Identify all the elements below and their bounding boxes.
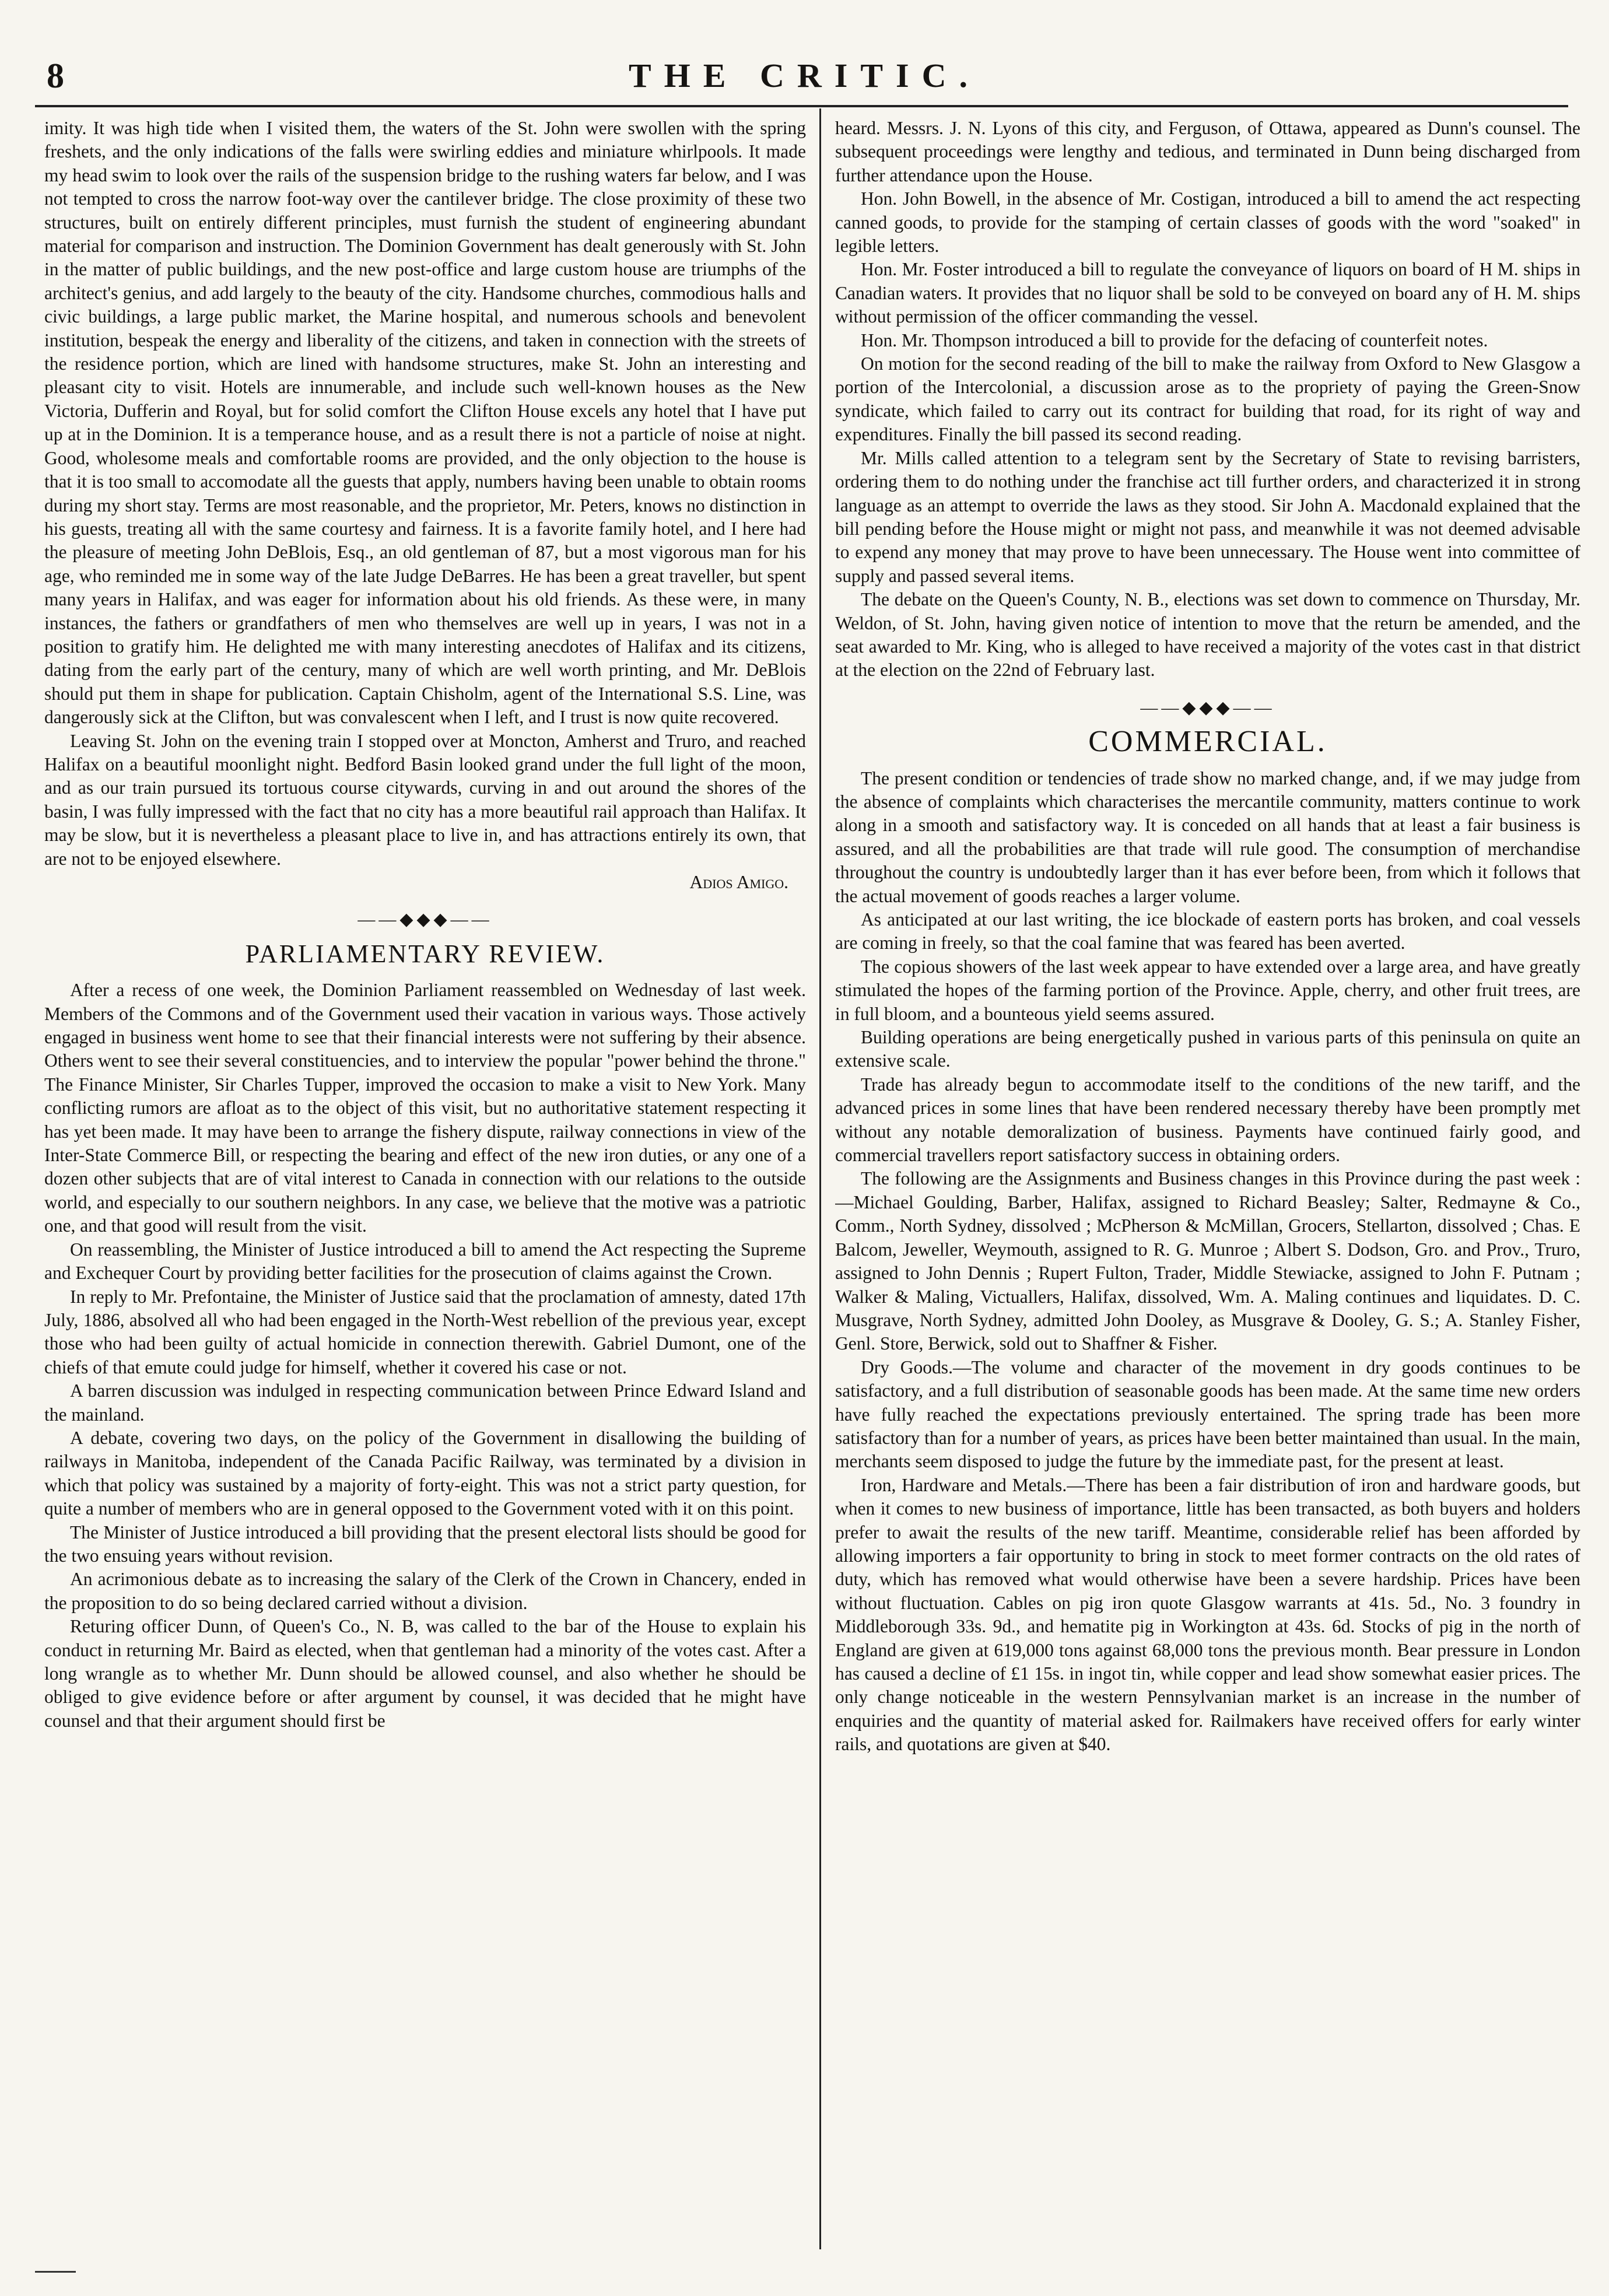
header-rule: [35, 105, 1568, 107]
article-paragraph: Hon. John Bowell, in the absence of Mr. Costigan, introduced a bill to amend the act respecting canned goods, to provide for the stamping of certain classes of goods with the word "soaked" in legible letters.: [835, 188, 1580, 257]
article-paragraph: On motion for the second reading of the bill to make the railway from Oxford to New Glasgow a portion of the Intercolonial, a discussion arose as to the propriety of paying the Green-Snow syndicate, which failed to carry out its contract for building that road, for its right of way and expenditures. Finally the bill passed its second reading.: [835, 353, 1580, 445]
section-heading-commercial: COMMERCIAL.: [1088, 725, 1327, 759]
article-paragraph: heard. Messrs. J. N. Lyons of this city, and Ferguson, of Ottawa, appeared as Dunn's counsel. The subsequent proceedings were lengthy and tedious, and terminated in Dunn being discharged from further attendance upon the House.: [835, 118, 1580, 185]
masthead-title: THE CRITIC.: [629, 57, 980, 94]
article-paragraph: A debate, covering two days, on the policy of the Government in disallowing the building of railways in Manitoba, independent of the Canada Pacific Railway, was terminated by a division in which that policy was sustained by a majority of forty-eight. This was not a strict party question, for quite a number of members who are in general opposed to the Government voted with it on this point.: [44, 1427, 806, 1519]
article-paragraph: The copious showers of the last week appear to have extended over a large area, and have greatly stimulated the hopes of the farming portion of the Province. Apple, cherry, and other fruit trees, are in full bloom, and a bounteous yield seems assured.: [835, 956, 1580, 1024]
article-paragraph: As anticipated at our last writing, the ice blockade of eastern ports has broken, and coal vessels are coming in freely, so that the coal famine that was feared has been averted.: [835, 909, 1580, 954]
article-paragraph: An acrimonious debate as to increasing the salary of the Clerk of the Crown in Chancery, ended in the proposition to do so being declared carried without a division.: [44, 1569, 806, 1613]
column-divider: [819, 108, 821, 2249]
article-paragraph: Trade has already begun to accommodate itself to the conditions of the new tariff, and the advanced prices in some lines that have been rendered necessary thereby have been promptly met without any notable demoralization of business. Payments have continued fairly good, and commercial travellers report satisfactory success in obtaining orders.: [835, 1074, 1580, 1166]
article-paragraph: Leaving St. John on the evening train I stopped over at Moncton, Amherst and Truro, and reached Halifax on a beautiful moonlight night. Bedford Basin looked grand under the full light of the moon, and as our train pursued its tortuous course citywards, curving in and out around the shores of the basin, I was fully impressed with the fact that no city has a more beautiful rail approach than Halifax. It may be slow, but it is nevertheless a pleasant place to live in, and has attractions entirely its own, that are not to be enjoyed elsewhere.: [44, 730, 806, 869]
page-number: 8: [47, 57, 64, 95]
article-paragraph: The present condition or tendencies of trade show no marked change, and, if we may judge from the absence of complaints which characterises the mercantile community, matters continue to work along in a smooth and satisfactory way. It is conceded on all hands that at least a fair business is assured, and all the probabilities are that trade will rule good. The consumption of merchandise throughout the country is undoubtedly larger than it has ever before been, from which it follows that the actual movement of goods reaches a larger volume.: [835, 767, 1580, 906]
section-heading-parliamentary: PARLIAMENTARY REVIEW.: [245, 939, 605, 968]
article-paragraph: Iron, Hardware and Metals.—There has been a fair distribution of iron and hardware goods, but when it comes to new business of importance, little has been transacted, as both buyers and holders prefer to await the results of the new tariff. Meantime, considerable relief has been afforded by allowing importers a fair opportunity to bring in stock to meet former contracts on the old rates of duty, which has removed what would otherwise have been a severe hardship. Prices have been without fluctuation. Cables on pig iron quote Glasgow warrants at 41s. 5d., No. 3 foundry in Middleborough 33s. 9d., and hematite pig in Workington at 43s. 6d. Stocks of pig in the north of England are given at 619,000 tons against 68,000 tons the previous month. Bear pressure in London has caused a decline of £1 15s. in ingot tin, while copper and lead show somewhat easier prices. The only change noticeable in the western Pennsylvanian market is an increase in the number of enquiries and the quantity of material asked for. Railmakers have received offers for early winter rails, and quotations are given at $40.: [835, 1474, 1580, 1755]
article-paragraph: The debate on the Queen's County, N. B., elections was set down to commence on Thursday, Mr. Weldon, of St. John, having given notice of intention to move that the return be amended, and the seat awarded to Mr. King, who is alleged to have received a majority of the votes cast in that district at the election on the 22nd of February last.: [835, 589, 1580, 681]
article-paragraph: Building operations are being energetically pushed in various parts of this peninsula on quite an extensive scale.: [835, 1027, 1580, 1071]
article-paragraph: The Minister of Justice introduced a bill providing that the present electoral lists should be good for the two ensuing years without revision.: [44, 1522, 806, 1566]
article-signature: Adios Amigo.: [689, 872, 788, 892]
article-paragraph: On reassembling, the Minister of Justice introduced a bill to amend the Act respecting the Supreme and Exchequer Court by providing better facilities for the prosecution of claims against the Crown.: [44, 1239, 806, 1284]
article-paragraph: Mr. Mills called attention to a telegram sent by the Secretary of State to revising barristers, ordering them to do nothing under the franchise act till further orders, and characterized it in strong language as an attempt to override the laws as they stood. Sir John A. Macdonald explained that the bill pending before the House might or might not pass, and meanwhile it was not deemed advisable to expend any money that may prove to have been unnecessary. The House went into committee of supply and passed several items.: [835, 447, 1580, 586]
article-paragraph: Hon. Mr. Foster introduced a bill to regulate the conveyance of liquors on board of H M. ships in Canadian waters. It provides that no liquor shall be sold to be conveyed on board any of H. M. ships without permission of the officer commanding the vessel.: [835, 259, 1580, 327]
section-ornament: ——◆◆◆——: [1140, 697, 1275, 717]
article-paragraph: Returing officer Dunn, of Queen's Co., N. B, was called to the bar of the House to explain his conduct in returning Mr. Baird as elected, when that gentleman had a minority of the votes cast. After a long wrangle as to whether Mr. Dunn should be allowed counsel, and also whether he should be obliged to give evidence before or after argument by counsel, it was decided that he might have counsel and that their argument should first be: [44, 1616, 806, 1731]
right-column: [835, 117, 1580, 2244]
article-paragraph: A barren discussion was indulged in respecting communication between Prince Edward Island and the mainland.: [44, 1380, 806, 1425]
article-paragraph: Dry Goods.—The volume and character of the movement in dry goods continues to be satisfactory, and a full distribution of seasonable goods has been made. At the same time new orders have fully reached the expectations previously entertained. The spring trade has been more satisfactory than for a number of years, as prices have been better maintained than usual. In the main, merchants seem disposed to judge the future by the immediate past, for the present at least.: [835, 1356, 1580, 1472]
section-ornament: ——◆◆◆——: [357, 910, 493, 930]
page-header: [0, 56, 1609, 97]
article-paragraph: The following are the Assignments and Business changes in this Province during the past week :—Michael Goulding, Barber, Halifax, assigned to Richard Beasley; Salter, Redmayne & Co., Comm., North Sydney, dissolved ; McPherson & McMillan, Grocers, Stellarton, dissolved ; Chas. E Balcom, Jeweller, Weymouth, assigned to R. G. Munroe ; Albert S. Dodson, Gro. and Prov., Truro, assigned to John Dennis ; Rupert Fulton, Trader, Middle Stewiacke, assigned to John F. Putnam ; Walker & Maling, Victuallers, Halifax, dissolved, Wm. A. Maling continues and liquidates. D. C. Musgrave, North Sydney, admitted John Dooley, as Musgrave & Dooley, G. S.; A. Stanley Fisher, Genl. Store, Berwick, sold out to Shaffner & Fisher.: [835, 1168, 1580, 1354]
article-paragraph: imity. It was high tide when I visited them, the waters of the St. John were swollen with the spring freshets, and the only indications of the falls were swirling eddies and miniature whirlpools. It made my head swim to look over the rails of the suspension bridge to the rushing waters far below, and I was not tempted to cross the narrow foot-way over the cantilever bridge. The close proximity of these two structures, built on entirely different principles, must furnish the student of engineering abundant material for comparison and instruction. The Dominion Government has dealt generously with St. John in the matter of public buildings, and the new post-office and large custom house are triumphs of the architect's genius, and add largely to the beauty of the city. Handsome churches, commodious halls and civic buildings, a large public market, the Marine hospital, and numerous schools and benevolent institution, bespeak the energy and liberality of the citizens, and taken in connection with the streets of the residence portion, which are lined with handsome structures, make St. John an interesting and pleasant city to visit. Hotels are innumerable, and include such well-known houses as the New Victoria, Dufferin and Royal, but for solid comfort the Clifton House excels any hotel that I have put up at in the Dominion. It is a temperance house, and as a result there is not a particle of noise at night. Good, wholesome meals and comfortable rooms are provided, and the only objection to the house is that it is too small to accomodate all the guests that apply, numbers having been unable to obtain rooms during my short stay. Terms are most reasonable, and the proprietor, Mr. Peters, knows no distinction in his guests, treating all with the same courtesy and fairness. It is a favorite family hotel, and I here had the pleasure of meeting John DeBlois, Esq., an old gentleman of 87, but a most vigorous man for his age, who reminded me in some way of the late Judge DeBarres. He has been a great traveller, but spent many years in Halifax, and was eager for information about his old friends. As these were, in many instances, the fathers or grandfathers of men who themselves are well up in years, I was not in a position to gratify him. He delighted me with many interesting anecdotes of Halifax and its citizens, dating from the early part of the century, many of which are well worth printing, and Mr. DeBlois should put them in shape for publication. Captain Chisholm, agent of the International S.S. Line, was dangerously sick at the Clifton, but was convalescent when I left, and I trust is now quite recovered.: [44, 118, 806, 728]
article-paragraph: After a recess of one week, the Dominion Parliament reassembled on Wednesday of last week. Members of the Commons and of the Government used their vacation in various ways. Those actively engaged in business went home to see that their financial interests were not suffering by their absence. Others went to see their several constituencies, and to interview the popular "power behind the throne." The Finance Minister, Sir Charles Tupper, improved the occasion to make a visit to New York. Many conflicting rumors are afloat as to the object of this visit, but no authoritative statement respecting it has yet been made. It may have been to arrange the fishery dispute, railway connections in view of the Inter-State Commerce Bill, or respecting the bearing and effect of the new iron duties, or any one of a dozen other subjects that are of vital interest to Canada in connection with our relations to the outside world, and especially to our southern neighbors. In any case, we believe that the motive was a patriotic one, and that good will result from the visit.: [44, 980, 806, 1236]
article-paragraph: In reply to Mr. Prefontaine, the Minister of Justice said that the proclamation of amnesty, dated 17th July, 1886, absolved all who had been engaged in the North-West rebellion of the previous year, except those who had been guilty of actual homicide in connection therewith. Gabriel Dumont, one of the chiefs of that emute could judge for himself, whether it covered his case or not.: [44, 1286, 806, 1377]
footer-mark: [35, 2271, 76, 2273]
left-column: [44, 117, 806, 2244]
article-paragraph: Hon. Mr. Thompson introduced a bill to provide for the defacing of counterfeit notes.: [861, 329, 1488, 350]
